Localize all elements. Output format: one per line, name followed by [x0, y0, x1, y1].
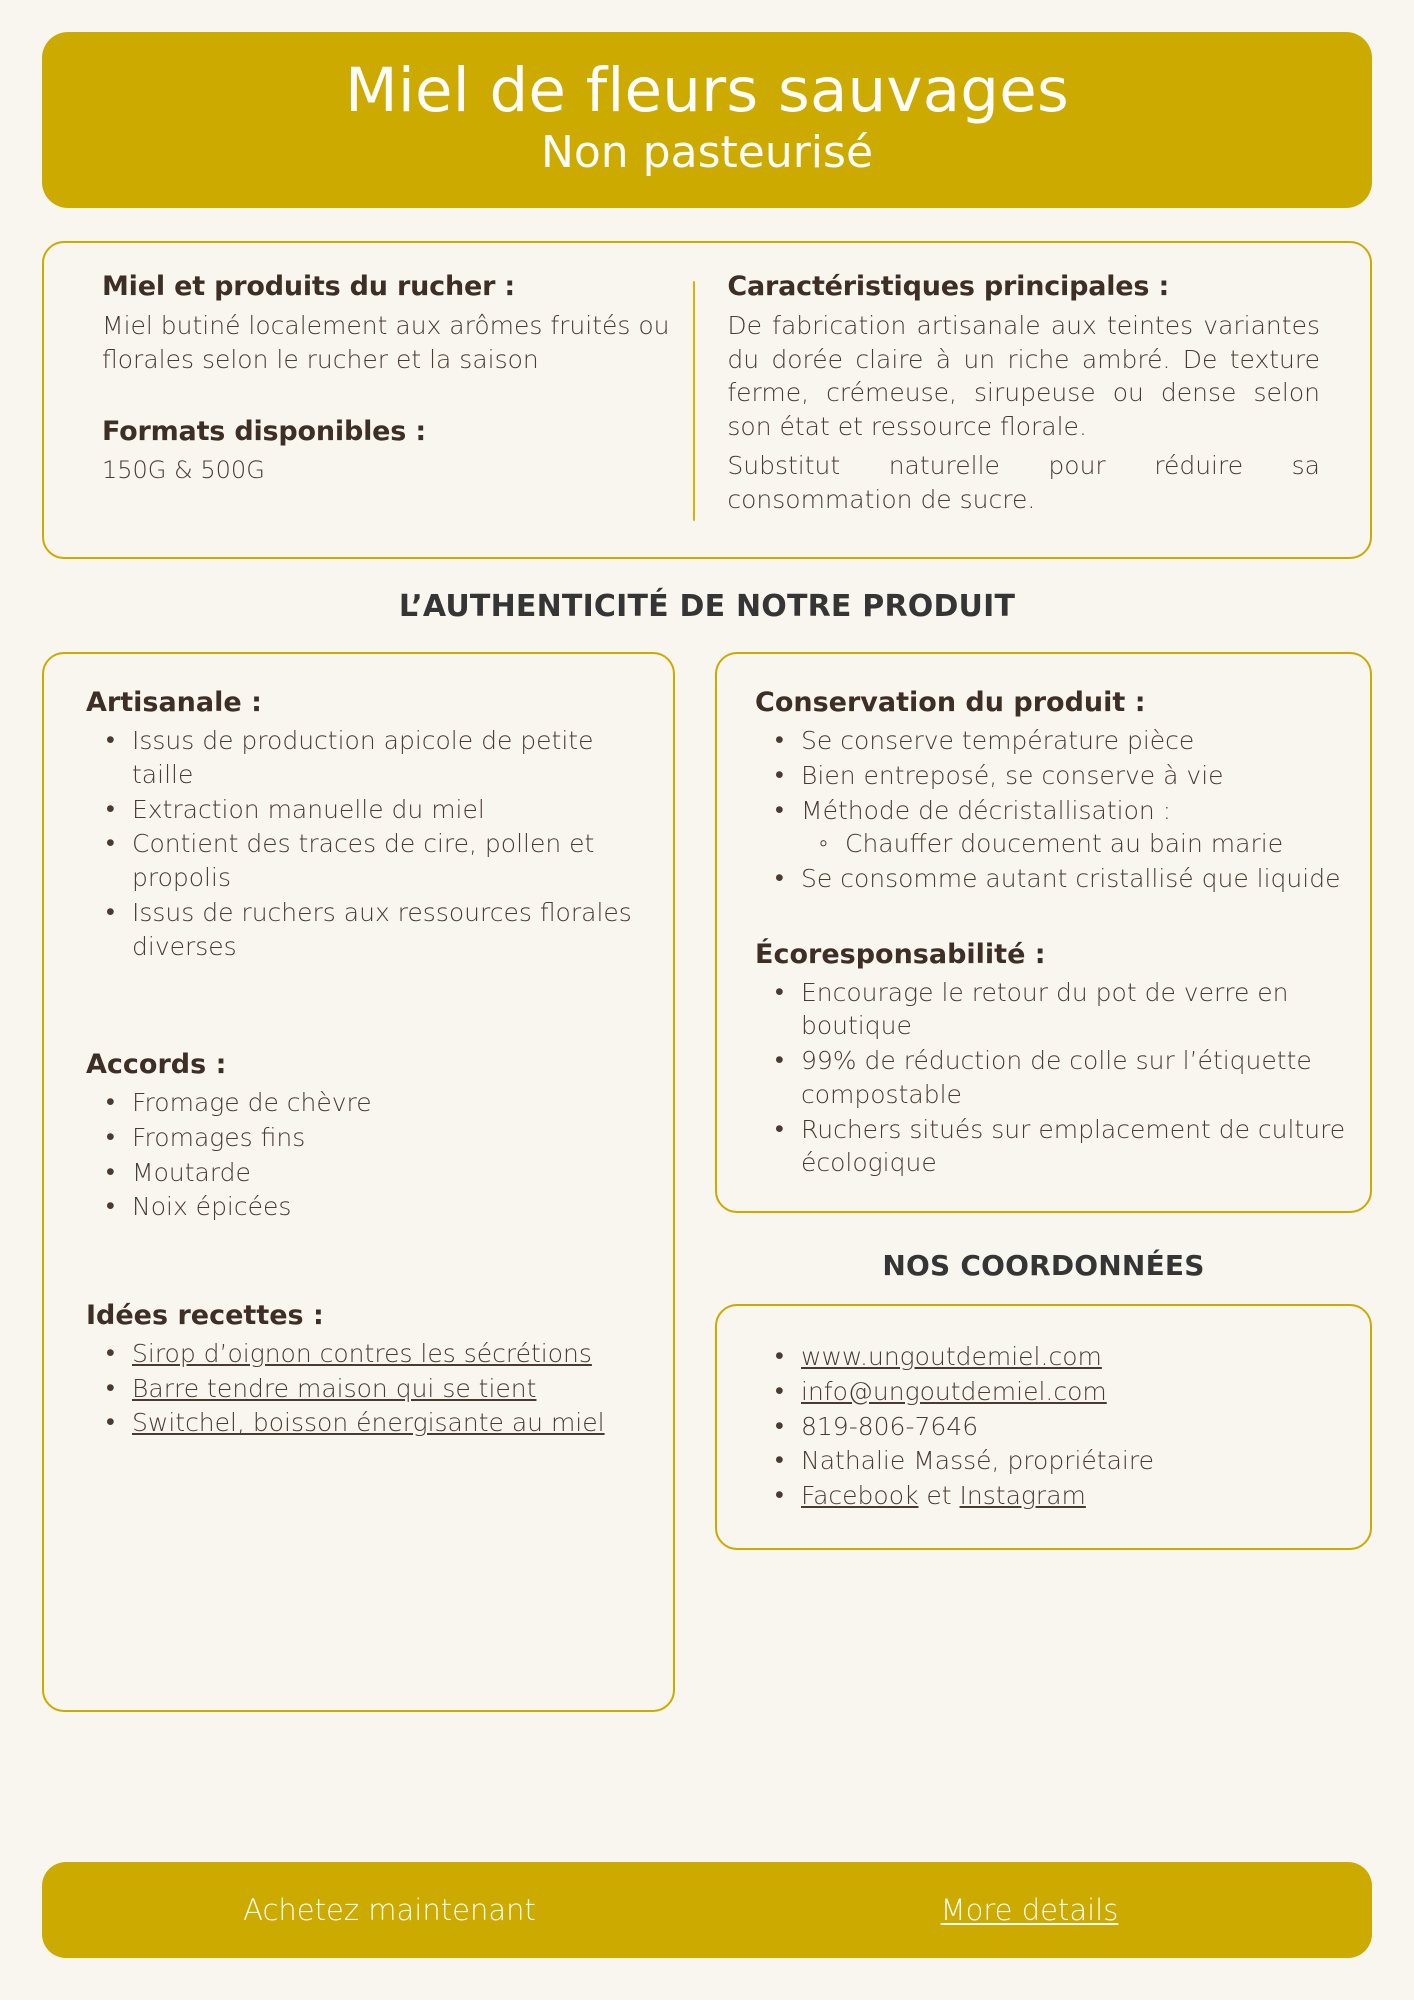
intro-column-left: [62, 271, 693, 535]
recettes-list: [70, 1337, 647, 1440]
honey-products-heading: Miel et produits du rucher :: [102, 271, 516, 303]
list-item: [801, 724, 1348, 758]
list-item: [132, 724, 647, 792]
spacer: [70, 964, 647, 1048]
list-item: [132, 896, 647, 964]
list-item-text: Issus de production apicole de petite taille: [132, 726, 594, 789]
list-item: [801, 976, 1348, 1044]
footer-banner: [42, 1862, 1372, 1958]
list-item: [132, 1190, 647, 1224]
recipe-link-sirop[interactable]: Sirop d’oignon contres les sécrétions: [132, 1338, 592, 1368]
list-item-text: Se consomme autant cristallisé que liquide: [801, 864, 1341, 894]
list-item: [801, 759, 1348, 793]
conservation-list: [739, 724, 1348, 896]
list-item[interactable]: [132, 1372, 647, 1406]
buy-now-button[interactable]: Achetez maintenant: [243, 1893, 536, 1927]
social-separator: et: [918, 1481, 960, 1511]
list-item: [801, 794, 1348, 862]
list-item: [132, 827, 647, 895]
facebook-link[interactable]: Facebook: [801, 1481, 919, 1511]
owner-name: Nathalie Massé, propriétaire: [801, 1446, 1154, 1476]
accords-list: [70, 1086, 647, 1224]
instagram-link[interactable]: Instagram: [959, 1481, 1086, 1511]
left-column: [42, 652, 675, 1712]
list-item-text: Se conserve température pièce: [801, 726, 1195, 756]
recettes-heading: Idées recettes :: [86, 1300, 324, 1332]
list-item-text: Fromages fins: [132, 1122, 306, 1152]
list-item: [801, 1444, 1348, 1478]
contact-card: [715, 1304, 1372, 1550]
list-item-text: Moutarde: [132, 1157, 251, 1187]
list-item-text: Ruchers situés sur emplacement de culture écologique: [801, 1114, 1346, 1178]
conservation-heading: Conservation du produit :: [755, 687, 1146, 719]
characteristics-paragraph-2: Substitut naturelle pour réduire sa consommation de sucre.: [727, 450, 1320, 514]
list-item-text: Extraction manuelle du miel: [132, 794, 485, 824]
authenticity-section-title: L’AUTHENTICITÉ DE NOTRE PRODUIT: [398, 589, 1016, 625]
email-link[interactable]: info@ungoutdemiel.com: [801, 1376, 1107, 1406]
formats-text: 150G & 500G: [102, 455, 265, 484]
spacer: [70, 1225, 647, 1299]
recipe-link-switchel[interactable]: Switchel, boisson énergisante au miel: [132, 1408, 605, 1438]
intro-column-right: [695, 271, 1352, 535]
more-details-link[interactable]: More details: [940, 1893, 1119, 1927]
website-link[interactable]: www.ungoutdemiel.com: [801, 1342, 1102, 1372]
characteristics-paragraph-1: De fabrication artisanale aux teintes variantes du dorée claire à un riche ambré. De texture ferme, crémeuse, sirupeuse ou dense selon son état et ressource florale.: [727, 310, 1320, 442]
sub-list-item-text: Chauffer doucement au bain marie: [845, 829, 1284, 859]
list-item[interactable]: [801, 1340, 1348, 1374]
list-item-text: Issus de ruchers aux ressources florales diverses: [132, 897, 632, 961]
list-item: [132, 793, 647, 827]
intro-card: [42, 241, 1372, 559]
list-item: [801, 1410, 1348, 1444]
artisanale-list: [70, 724, 647, 963]
content-columns: [42, 652, 1372, 1712]
list-item[interactable]: [132, 1337, 647, 1371]
list-item: [132, 1121, 647, 1155]
list-item[interactable]: [132, 1406, 647, 1440]
list-item-text: Encourage le retour du pot de verre en boutique: [801, 977, 1289, 1041]
list-item-text: Fromage de chèvre: [132, 1088, 372, 1118]
accords-heading: Accords :: [86, 1049, 227, 1081]
list-item[interactable]: [801, 1375, 1348, 1409]
artisanale-card: [42, 652, 675, 1712]
formats-heading: Formats disponibles :: [102, 416, 426, 448]
page-title: Miel de fleurs sauvages: [345, 55, 1069, 126]
header-banner: [42, 32, 1372, 208]
page-subtitle: Non pasteurisé: [540, 126, 874, 178]
characteristics-heading: Caractéristiques principales :: [727, 271, 1170, 303]
list-item-text: Méthode de décristallisation :: [801, 795, 1172, 825]
phone-number: 819-806-7646: [801, 1411, 979, 1441]
right-column: [715, 652, 1372, 1550]
recipe-link-barre[interactable]: Barre tendre maison qui se tient: [132, 1373, 537, 1403]
list-item-text: Contient des traces de cire, pollen et propolis: [132, 829, 595, 893]
contact-list: [739, 1340, 1348, 1513]
artisanale-heading: Artisanale :: [86, 687, 262, 719]
conservation-eco-card: [715, 652, 1372, 1213]
list-item: [801, 1044, 1348, 1112]
eco-heading: Écoresponsabilité :: [755, 938, 1046, 970]
honey-products-text: Miel butiné localement aux arômes fruités ou florales selon le rucher et la saison: [102, 310, 670, 374]
list-item-text: Noix épicées: [132, 1192, 292, 1222]
list-item-text: Bien entreposé, se conserve à vie: [801, 760, 1224, 790]
conservation-sublist: [801, 827, 1348, 861]
sub-list-item: [845, 827, 1348, 861]
eco-list: [739, 976, 1348, 1181]
list-item: [801, 862, 1348, 896]
list-item[interactable]: [801, 1479, 1348, 1513]
list-item: [801, 1113, 1348, 1181]
list-item-text: 99% de réduction de colle sur l’étiquette compostable: [801, 1046, 1312, 1109]
list-item: [132, 1156, 647, 1190]
list-item: [132, 1086, 647, 1120]
contact-section-title: NOS COORDONNÉES: [882, 1249, 1205, 1283]
